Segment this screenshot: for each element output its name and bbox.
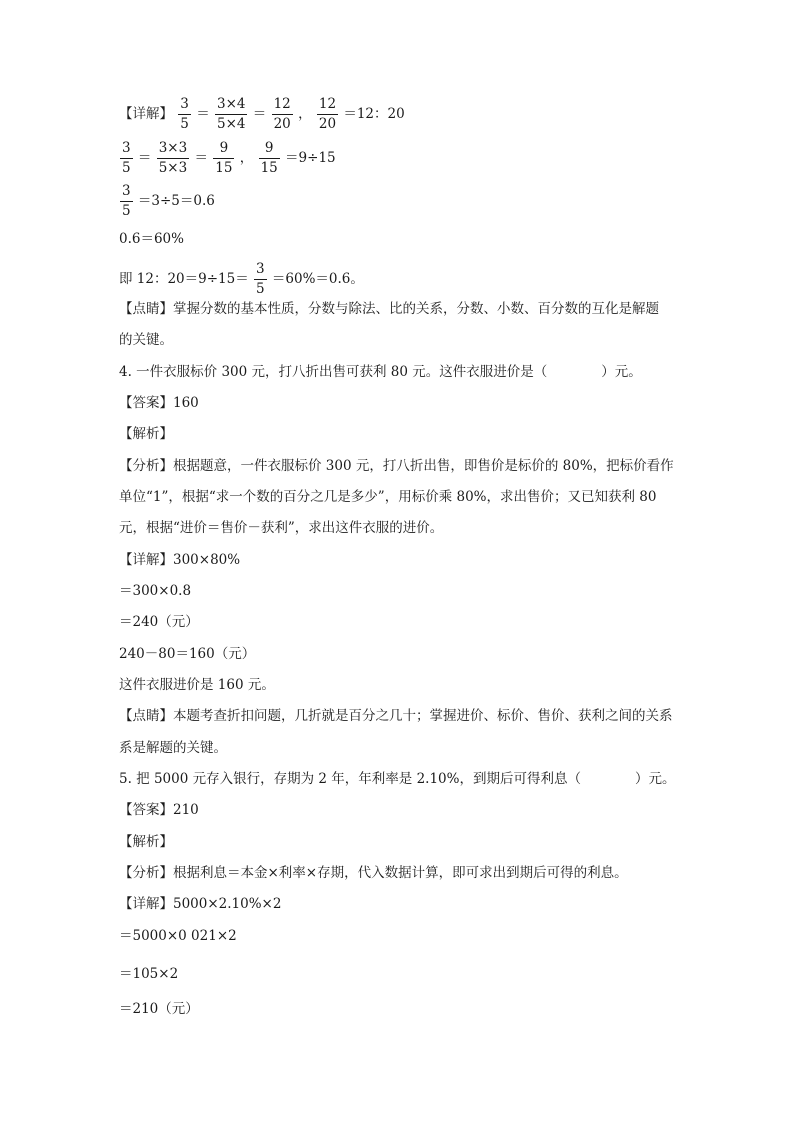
text-line: ＝5000×0 021×2 — [119, 928, 237, 944]
fraction: $\frac{12}{20}$ — [318, 96, 337, 132]
analysis-label: 【解析】 — [119, 426, 173, 442]
text-line: 【分析】根据利息＝本金×利率×存期，代入数据计算，即可求出到期后可得的利息。 — [119, 865, 628, 881]
text-line: 系是解题的关键。 — [119, 740, 227, 756]
answer-label: 【答案】210 — [119, 802, 199, 818]
text-line: 的关键。 — [119, 332, 173, 348]
answer-label: 【答案】160 — [119, 395, 199, 411]
math-line-4: 0.6＝60% — [119, 231, 184, 247]
text-line: ＝210（元） — [119, 1001, 199, 1017]
fraction: $\frac{3\times 4}{5\times 4}$ — [216, 96, 246, 132]
fraction: $\frac{9}{15}$ — [260, 140, 278, 176]
question-4: 4. 一件衣服标价 300 元，打八折出售可获利 80 元。这件衣服进价是（ ）元。 — [119, 364, 642, 380]
fraction: $\frac{3}{5}$ — [122, 140, 131, 176]
fraction: $\frac{3}{5}$ — [256, 261, 265, 297]
text-line: ＝300×0.8 — [119, 583, 192, 599]
question-5: 5. 把 5000 元存入银行，存期为 2 年，年利率是 2.10%，到期后可得利息（ ）元。 — [119, 771, 676, 787]
math-line-3: $\frac{3}{5}$ ＝3÷5＝0.6 — [122, 183, 215, 219]
text-line: 【分析】根据题意，一件衣服标价 300 元，打八折出售，即售价是标价的 80%，把标价看作 — [119, 458, 674, 474]
fraction: $\frac{9}{15}$ — [215, 140, 233, 176]
analysis-label: 【解析】 — [119, 834, 173, 850]
text-line: 这件衣服进价是 160 元。 — [119, 677, 275, 693]
fraction: $\frac{3}{5}$ — [122, 183, 131, 219]
text-line: ＝240（元） — [119, 614, 199, 630]
text-line: 240－80＝160（元） — [119, 646, 256, 662]
text-line: 【点睛】掌握分数的基本性质，分数与除法、比的关系，分数、小数、百分数的互化是解题 — [119, 301, 659, 317]
detail-label: 【详解】 — [119, 106, 173, 122]
fraction: $\frac{3\times 3}{5\times 3}$ — [158, 140, 188, 176]
text-line: 元，根据“进价＝售价－获利”，求出这件衣服的进价。 — [119, 520, 444, 536]
fraction: $\frac{12}{20}$ — [273, 96, 291, 132]
text-line: 单位“1”，根据“求一个数的百分之几是多少”，用标价乘 80%，求出售价；又已知获利 80 — [119, 489, 657, 505]
math-line-1: 【详解】 $\frac{3}{5}$ ＝ $\frac{3\times 4}{5\times 4}$ ＝ $\frac{12}{20}$ ， $\frac{12}{20}$ ＝12：20 — [119, 96, 405, 132]
text-line: 【详解】300×80% — [119, 552, 241, 568]
fraction: $\frac{3}{5}$ — [180, 96, 189, 132]
text-line: 【点睛】本题考查折扣问题，几折就是百分之几十；掌握进价、标价、售价、获利之间的关系 — [119, 708, 673, 724]
math-line-5: 即 12：20＝9÷15＝ $\frac{3}{5}$ ＝60%＝0.6。 — [119, 261, 364, 297]
text-line: 【详解】5000×2.10%×2 — [119, 896, 282, 912]
text-line: ＝105×2 — [119, 966, 179, 982]
math-line-2: $\frac{3}{5}$ ＝ $\frac{3\times 3}{5\times 3}$ ＝ $\frac{9}{15}$ ， $\frac{9}{15}$ ＝9÷15 — [122, 140, 336, 176]
